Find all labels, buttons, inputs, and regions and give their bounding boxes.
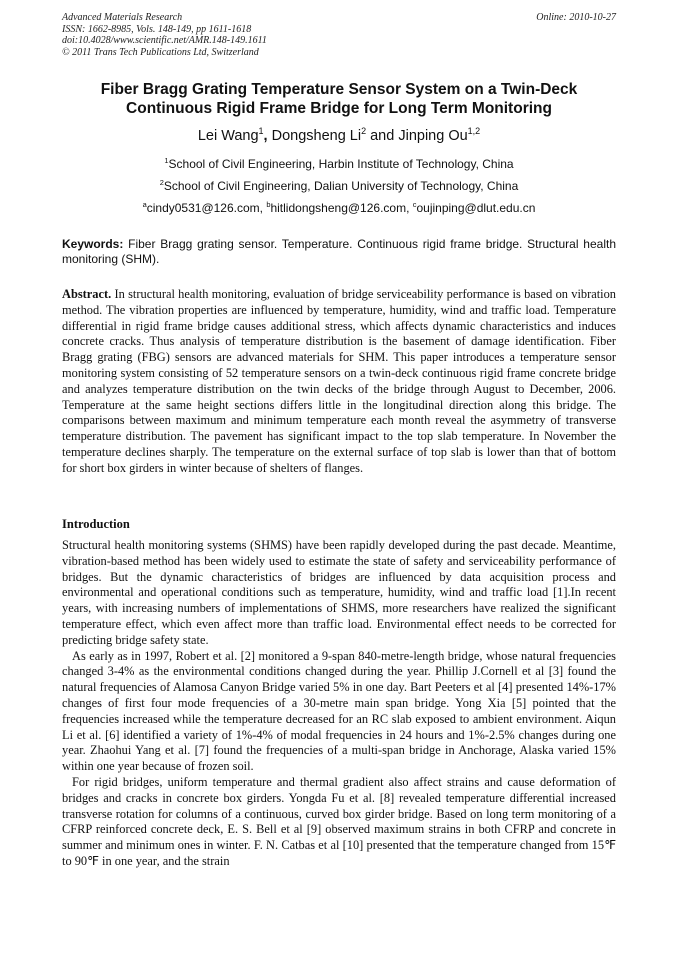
email-mark: b — [266, 200, 271, 209]
author-affil-mark: 2 — [361, 126, 367, 137]
paper-title — [62, 80, 616, 118]
author-affil-mark: 1 — [258, 126, 264, 137]
affiliation-1 — [62, 157, 616, 171]
abstract-label: Abstract. — [62, 287, 112, 301]
author-emails — [62, 201, 616, 215]
journal-issn: ISSN: 1662-8985, Vols. 148-149, pp 1611-1618 — [62, 23, 252, 35]
journal-header — [62, 12, 616, 58]
affil-mark: 1 — [164, 156, 169, 165]
email-mark: a — [142, 200, 147, 209]
online-date: Online: 2010-10-27 — [536, 12, 616, 23]
intro-paragraph-2: As early as in 1997, Robert et al. [2] monitored a 9-span 840-metre-length bridge, whose natural frequencies changed 3-4% as the environmental conditions changed during the year. Phillip J.Cornell et al [3] found the natural frequencies of Alamosa Canyon Bridge varied 5% in one day. Bart Peeters et al [4] presented 14%-17% changes of first four mode frequencies of a 30-metre main span bridge. Yong Xia [5] pointed that the frequencies increased while the temperature decreased for an RC slab exposed to ambient environment. Aiqun Li et al. [6] identified a variety of 1%-4% of modal frequencies in 24 hours and 1%-2.5% changes during one year. Zhaohui Yang et al. [7] found the frequencies of a multi-span bridge in Anchorage, Alaska varied 15% within one year because of frozen soil. — [62, 648, 616, 774]
affil-mark: 2 — [159, 178, 164, 187]
intro-paragraph-1: Structural health monitoring systems (SHMS) have been rapidly developed during the past decade. Meantime, vibration-based method has been widely used to estimate the state of safety and serviceability performance of bridges. But the dynamic characteristics of bridges are influenced by data acquisition process and environmental and operational conditions such as temperature, humidity, wind and traffic load [1].In recent years, with increasing numbers of implementations of SHMS, more researchers have realized the significant temperature effect, which even affect more than traffic load. Environmental effect needs to be corrected for predicting bridge safety state. — [62, 538, 616, 647]
author-separator: and — [366, 128, 399, 144]
abstract-text: In structural health monitoring, evaluation of bridge serviceability performance is based on vibration method. The vibration properties are influenced by temperature, humidity, wind and traffic load. Temperature differential in rigid frame bridge causes additional stress, which affects dynamic characteristics and induces concrete cracks. Thus analysis of temperature distribution is the basement of damage identification. Fiber Bragg grating (FBG) sensors are advanced materials for SHM. This paper introduces a temperature sensor monitoring system consisting of 52 temperature sensors on a twin-deck continuous rigid frame concrete bridge and analyzes temperature distribution on the twin decks of the bridge through August to December, 2006. Temperature at the same height sections differs little in the longitudinal direction along this bridge. The comparisons between maximum and minimum temperature each month reveal the asymmetry of transverse temperature distribution. The pavement has significant impact to the top slab temperature. In November the temperature declines sharply. The temperature on the external surface of top slab is lower than that of bottom for short box girders in winter because of shelters of flanges. — [62, 287, 616, 475]
author-separator: , — [263, 128, 272, 144]
journal-name: Advanced Materials Research — [62, 12, 183, 23]
introduction-heading: Introduction — [62, 517, 130, 531]
keywords-section — [62, 237, 616, 266]
title-line-1: Fiber Bragg Grating Temperature Sensor System on a Twin-Deck — [100, 81, 578, 98]
email-address: hitlidongsheng@126.com, — [270, 201, 413, 215]
affiliation-2 — [62, 179, 616, 193]
author-affil-mark: 1,2 — [467, 126, 481, 137]
abstract-section — [62, 287, 616, 477]
title-line-2: Continuous Rigid Frame Bridge for Long Term Monitoring — [126, 100, 552, 117]
keywords-label: Keywords: — [62, 237, 124, 251]
affil-text: School of Civil Engineering, Dalian University of Technology, China — [163, 179, 519, 193]
intro-paragraph-3: For rigid bridges, uniform temperature and thermal gradient also affect strains and cause deformation of bridges and cracks in concrete box girders. Yongda Fu et al. [8] revealed temperature differential increased transverse rotation for columns of a continuous, curved box girder bridge. Based on long term monitoring of a CFRP reinforced concrete deck, E. S. Bell et al [9] observed maximum strains in both CFRP and concrete in summer and minimum ones in winter. F. N. Catbas et al [10] presented that the temperature changed from 15℉ to 90℉ in one year, and the strain — [62, 774, 616, 868]
journal-doi: doi:10.4028/www.scientific.net/AMR.148-149.1611 — [62, 35, 267, 46]
journal-copyright: © 2011 Trans Tech Publications Ltd, Switzerland — [62, 46, 259, 58]
author-list — [62, 128, 616, 144]
author-name: Jinping Ou — [398, 128, 468, 144]
keywords-text: Fiber Bragg grating sensor. Temperature. Continuous rigid frame bridge. Structural health monitoring (SHM). — [62, 237, 616, 266]
author-name: Dongsheng Li — [271, 128, 362, 144]
affil-text: School of Civil Engineering, Harbin Institute of Technology, China — [168, 157, 514, 171]
email-mark: c — [412, 200, 417, 209]
email-address: oujinping@dlut.edu.cn — [416, 201, 536, 215]
introduction-body — [62, 538, 616, 870]
author-name: Lei Wang — [197, 128, 259, 144]
email-address: cindy0531@126.com, — [146, 201, 267, 215]
